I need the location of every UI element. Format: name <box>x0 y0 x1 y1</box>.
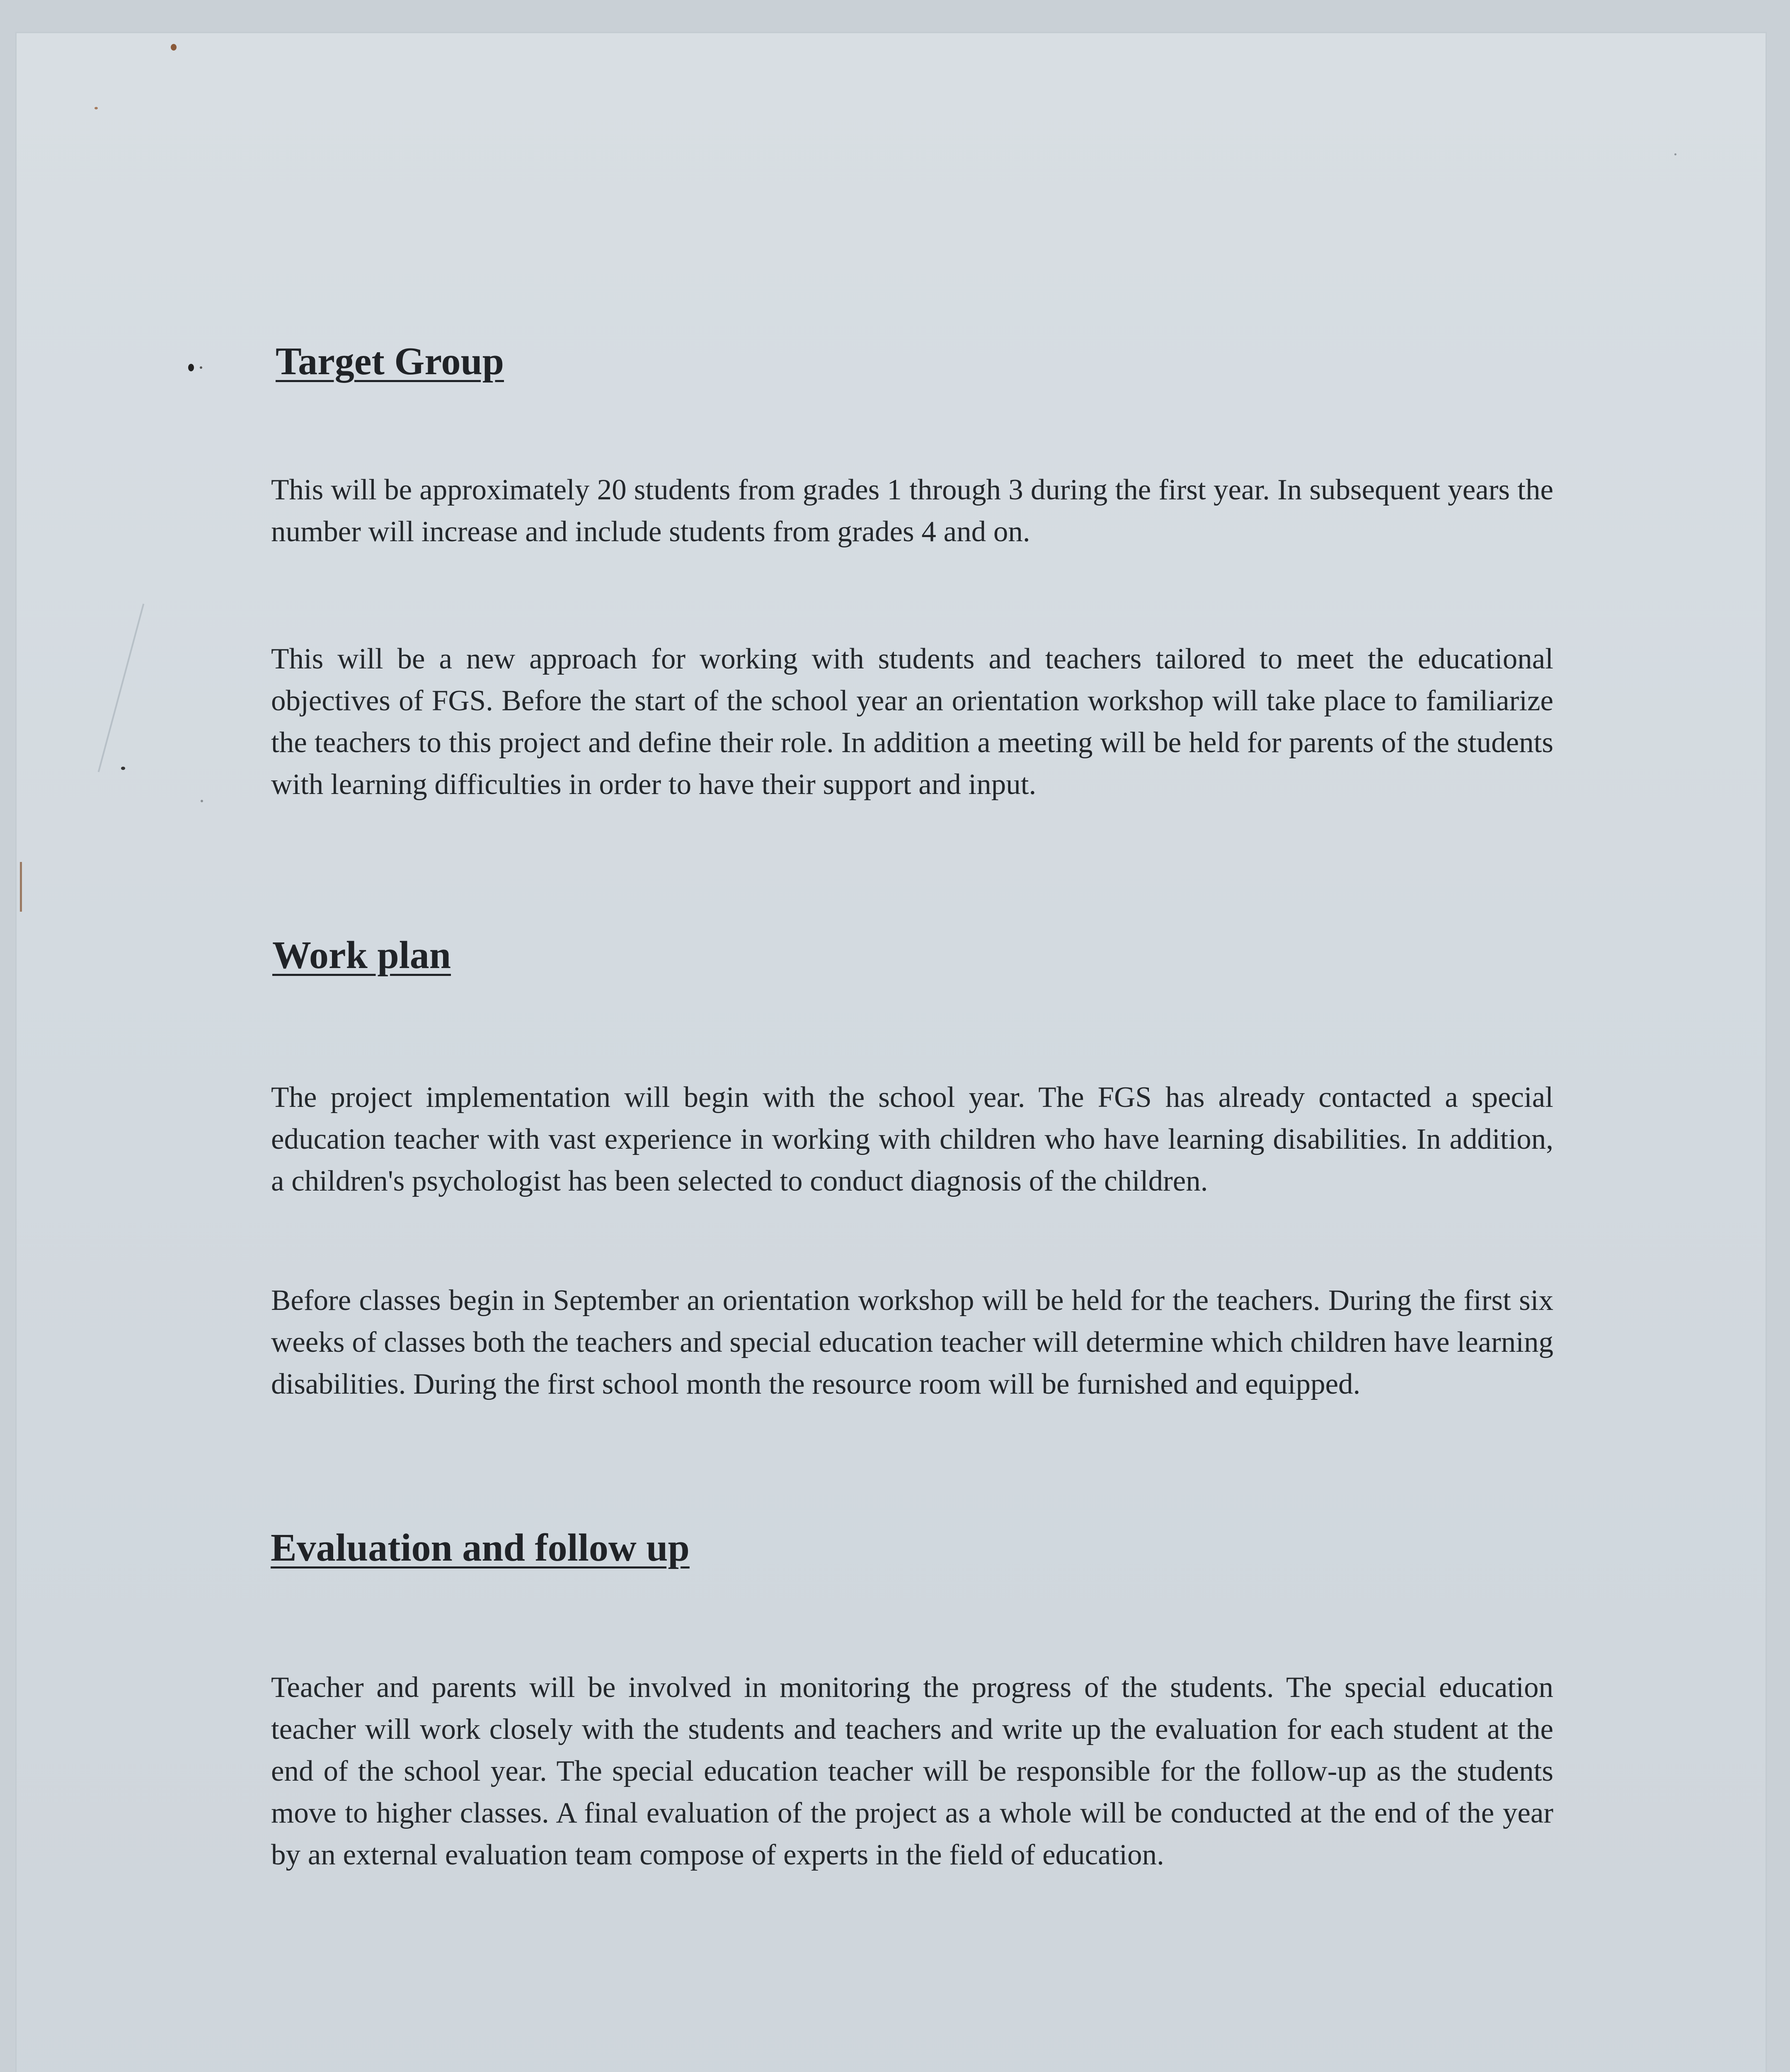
section-heading-evaluation: Evaluation and follow up <box>271 1526 690 1569</box>
paper-speck <box>200 366 202 369</box>
work-plan-paragraph: Before classes begin in September an orientation workshop will be held for the teachers. During the first six weeks of classes both the teachers and special education teacher will determine which children have learning disabilities. During the first school month the resource room will be furnished and equipped. <box>271 1284 1553 1400</box>
paper-scratch <box>98 604 145 772</box>
section-heading-target-group: Target Group <box>276 340 504 383</box>
bullet-dot <box>188 364 194 371</box>
paper-speck <box>121 767 125 770</box>
target-group-paragraph: This will be approximately 20 students from grades 1 through 3 during the first year. In subsequent years the number will increase and include students from grades 4 and on. <box>271 474 1553 548</box>
section-heading-work-plan: Work plan <box>272 934 451 977</box>
work-plan-paragraph: The project implementation will begin with the school year. The FGS has already contacted a special education teacher with vast experience in working with children who have learning disabilities. In addition, a children's psychologist has been selected to conduct diagnosis of the children. <box>271 1081 1553 1197</box>
target-group-paragraph: This will be a new approach for working with students and teachers tailored to meet the educational objectives of FGS. Before the start of the school year an orientation workshop will take place to familiarize the teachers to this project and define their role. In addition a meeting will be held for parents of the students with learning difficulties in order to have their support and input. <box>271 643 1553 801</box>
paper-speck <box>171 44 177 51</box>
evaluation-paragraph: Teacher and parents will be involved in monitoring the progress of the students. The special education teacher will work closely with the students and teachers and write up the evaluation for each student at the end of the school year. The special education teacher will be responsible for the follow-up as the students move to higher classes. A final evaluation of the project as a whole will be conducted at the end of the year by an external evaluation team compose of experts in the field of education. <box>271 1671 1553 1871</box>
paper-speck <box>201 800 203 802</box>
paper-speck <box>94 107 98 109</box>
edge-stain <box>20 862 22 912</box>
paper-speck <box>1674 153 1676 155</box>
document-page <box>17 33 1766 2072</box>
